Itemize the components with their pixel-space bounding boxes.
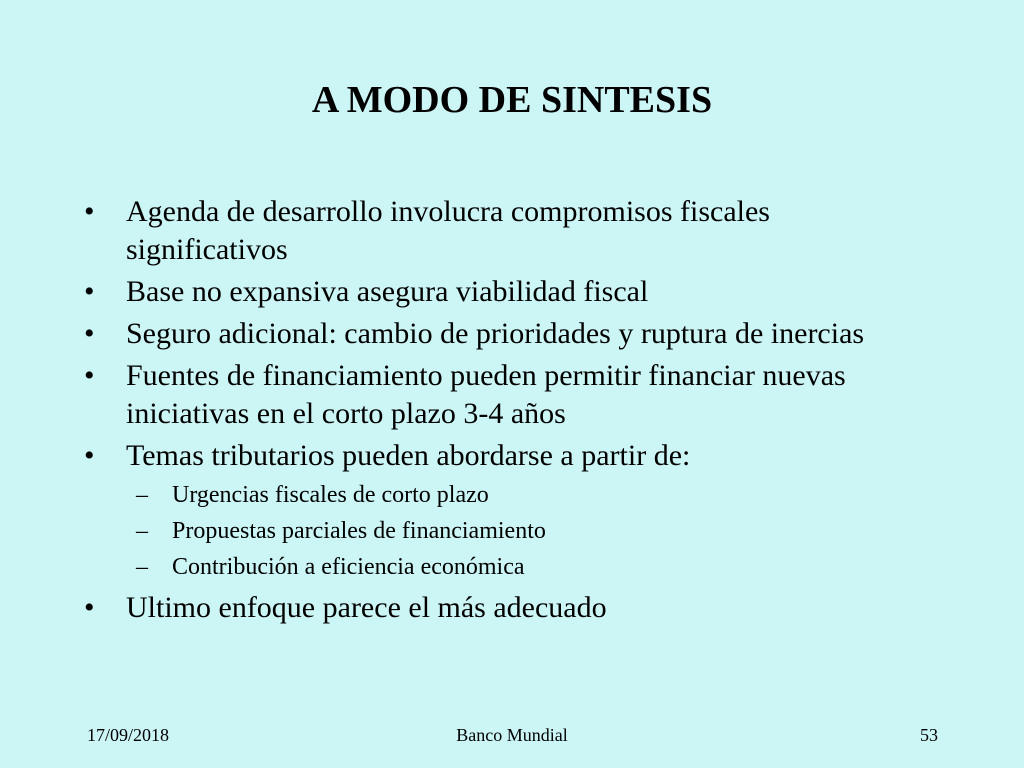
sub-bullet-marker: – — [136, 482, 148, 508]
bullet-item — [80, 193, 880, 269]
sub-bullet-list — [126, 477, 880, 585]
bullet-text: Base no expansiva asegura viabilidad fiscal — [126, 275, 649, 308]
sub-bullet-text: Contribución a eficiencia económica — [172, 554, 525, 580]
footer-page-number: 53 — [920, 725, 938, 745]
bullet-item — [80, 315, 880, 353]
sub-bullet-marker: – — [136, 554, 148, 580]
bullet-item — [80, 437, 880, 585]
bullet-marker: • — [84, 275, 95, 308]
bullet-text: Temas tributarios pueden abordarse a partir de: — [126, 439, 691, 472]
sub-bullet-item — [126, 549, 880, 585]
bullet-text: Fuentes de financiamiento pueden permitir financiar nuevas iniciativas en el corto plazo 3-4 años — [126, 359, 846, 430]
sub-bullet-item — [126, 477, 880, 513]
bullet-list — [80, 193, 880, 631]
slide-title: A MODO DE SINTESIS — [311, 79, 713, 121]
bullet-marker: • — [84, 317, 95, 350]
footer-organization: Banco Mundial — [456, 725, 568, 745]
bullet-text: Seguro adicional: cambio de prioridades y ruptura de inercias — [126, 317, 865, 350]
sub-bullet-text: Propuestas parciales de financiamiento — [172, 518, 546, 544]
bullet-text: Agenda de desarrollo involucra compromisos fiscales significativos — [126, 195, 770, 266]
bullet-text: Ultimo enfoque parece el más adecuado — [126, 591, 607, 624]
bullet-item — [80, 273, 880, 311]
sub-bullet-marker: – — [136, 518, 148, 544]
bullet-marker: • — [84, 439, 95, 472]
bullet-marker: • — [84, 195, 95, 228]
bullet-item — [80, 357, 880, 433]
footer-date: 17/09/2018 — [87, 725, 170, 745]
bullet-marker: • — [84, 359, 95, 392]
sub-bullet-text: Urgencias fiscales de corto plazo — [172, 482, 489, 508]
bullet-item — [80, 589, 880, 627]
bullet-marker: • — [84, 591, 95, 624]
sub-bullet-item — [126, 513, 880, 549]
